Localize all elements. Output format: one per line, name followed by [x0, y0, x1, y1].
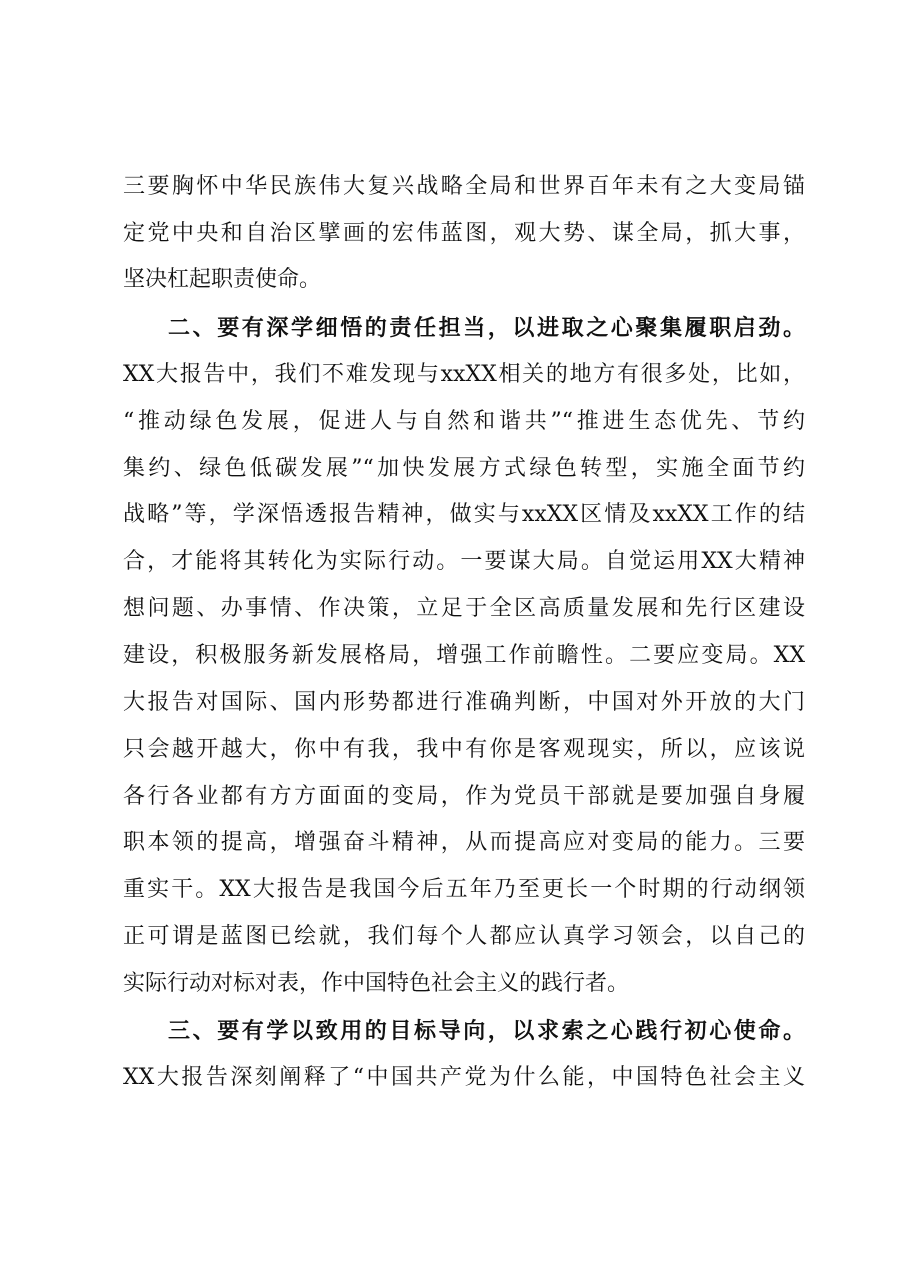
- section-heading: 二、要有深学细悟的责任担当，以进取之心聚集履职启劲。: [168, 315, 805, 341]
- body-text-line: 战略”等，学深悟透报告精神，做实与xxXX区情及xxXX工作的结: [123, 502, 805, 527]
- body-text-line: 建设，积极服务新发展格局，增强工作前瞻性。二要应变局。XX: [123, 643, 805, 668]
- body-text-line: 定党中央和自治区擘画的宏伟蓝图，观大势、谋全局，抓大事，: [123, 221, 805, 246]
- body-text-line: 职本领的提高，增强奋斗精神，从而提高应对变局的能力。三要: [123, 830, 805, 855]
- body-text-line: 想问题、办事情、作决策，立足于全区高质量发展和先行区建设: [123, 596, 805, 621]
- body-text-line: 只会越开越大，你中有我，我中有你是客观现实，所以，应该说: [123, 737, 805, 762]
- body-text-line: 大报告对国际、国内形势都进行准确判断，中国对外开放的大门: [123, 690, 805, 715]
- body-text-line: 正可谓是蓝图已绘就，我们每个人都应认真学习领会，以自己的: [123, 924, 805, 949]
- body-text-line: 三要胸怀中华民族伟大复兴战略全局和世界百年未有之大变局锚: [123, 174, 805, 199]
- body-text-line: “推动绿色发展，促进人与自然和谐共”“推进生态优先、节约: [123, 409, 805, 434]
- body-text-line: 坚决杠起职责使命。: [123, 267, 322, 292]
- body-text-line: XX大报告深刻阐释了“中国共产党为什么能，中国特色社会主义: [123, 1065, 805, 1090]
- body-text-line: 实际行动对标对表，作中国特色社会主义的践行者。: [123, 971, 630, 996]
- body-text-line: 合，才能将其转化为实际行动。一要谋大局。自觉运用XX大精神: [123, 549, 805, 574]
- body-text-line: 各行各业都有方方面面的变局，作为党员干部就是要加强自身履: [123, 784, 805, 809]
- body-text-line: XX大报告中，我们不难发现与xxXX相关的地方有很多处，比如，: [123, 362, 805, 387]
- section-heading: 三、要有学以致用的目标导向，以求索之心践行初心使命。: [168, 1018, 805, 1044]
- body-text-line: 重实干。XX大报告是我国今后五年乃至更长一个时期的行动纲领: [123, 877, 805, 902]
- body-text-line: 集约、绿色低碳发展”“加快发展方式绿色转型，实施全面节约: [123, 456, 805, 481]
